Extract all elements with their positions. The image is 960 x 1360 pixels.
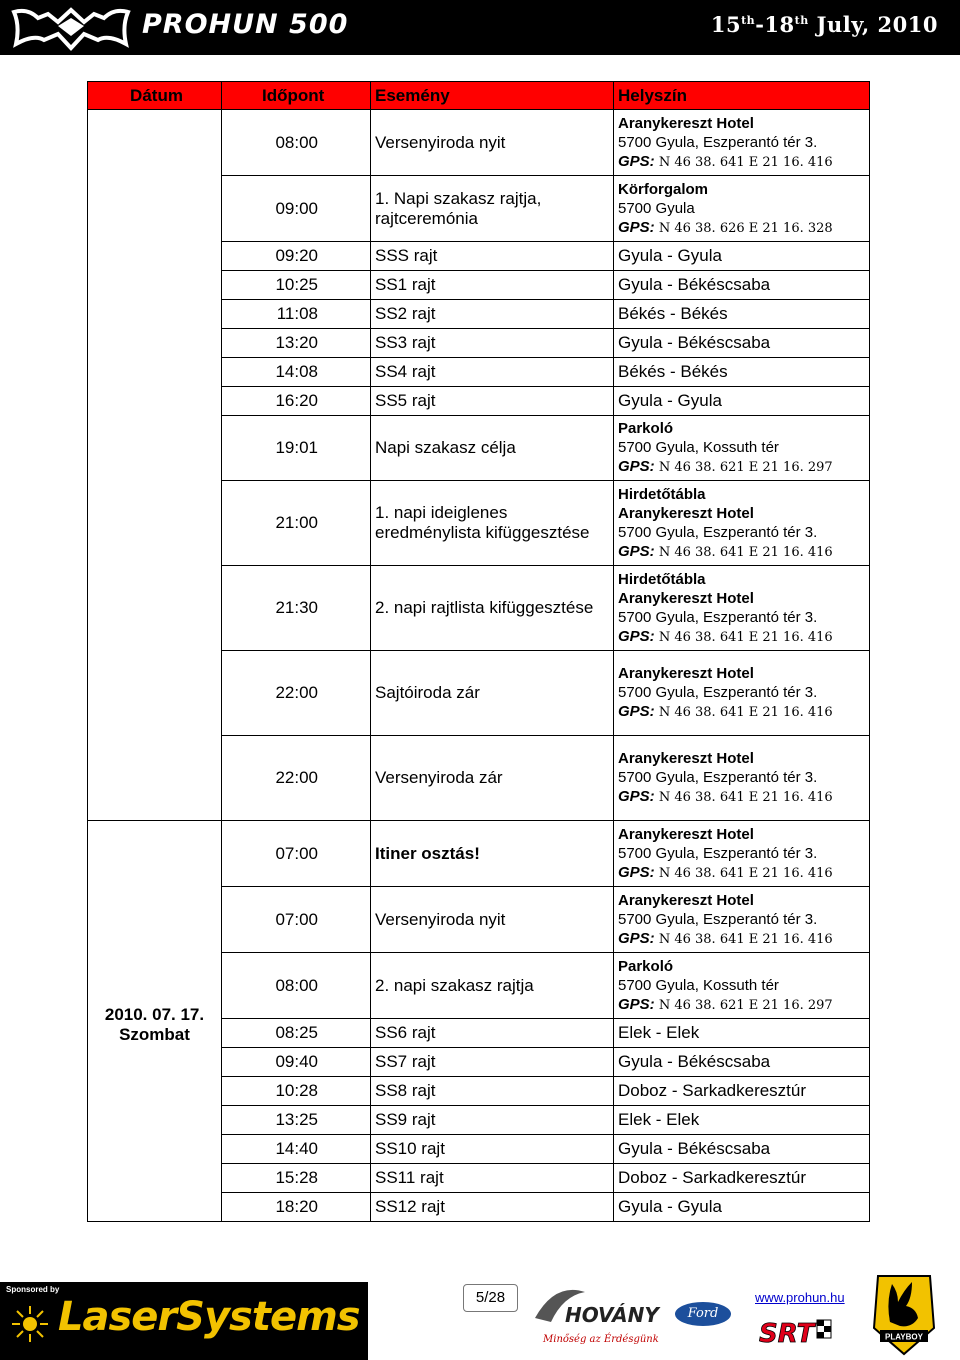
place-cell: Békés - Békés (614, 358, 870, 387)
header-date: 15th-18th July, 2010 (710, 12, 938, 37)
place-cell (614, 566, 870, 651)
gps-value: N 46 38. 641 E 21 16. 416 (658, 629, 833, 645)
gps-label: GPS: (618, 458, 655, 475)
gps-coordinates (618, 457, 869, 477)
gps-coordinates (618, 995, 869, 1015)
place-cell: Gyula - Gyula (614, 387, 870, 416)
event-cell: 1. Napi szakasz rajtja, rajtceremónia (371, 176, 614, 242)
time-cell: 21:00 (222, 481, 371, 566)
gps-coordinates (618, 929, 869, 949)
table-header-row (88, 82, 870, 110)
gps-label: GPS: (618, 863, 655, 881)
time-cell: 08:25 (222, 1019, 371, 1048)
event-cell: 2. napi szakasz rajtja (371, 953, 614, 1019)
playboy-logo-text: PLAYBOY (885, 1332, 923, 1342)
gps-label: GPS: (618, 542, 655, 560)
event-cell: SS10 rajt (371, 1135, 614, 1164)
sun-icon (10, 1304, 50, 1344)
gps-value: N 46 38. 641 E 21 16. 416 (658, 931, 833, 947)
event-cell: Versenyiroda zár (371, 736, 614, 821)
time-cell: 09:20 (222, 242, 371, 271)
place-address: 5700 Gyula, Eszperantó tér 3. (618, 844, 818, 862)
time-cell: 08:00 (222, 110, 371, 176)
gps-label: GPS: (618, 788, 655, 805)
place-cell: Gyula - Békéscsaba (614, 271, 870, 300)
gps-coordinates (618, 218, 869, 238)
date-cell (88, 110, 222, 821)
playboy-bunny-logo (868, 1272, 940, 1356)
place-name: Parkoló (618, 420, 674, 437)
time-cell: 13:25 (222, 1106, 371, 1135)
gps-coordinates (618, 702, 869, 722)
prohun-bat-logo-icon (8, 4, 134, 52)
time-cell: 21:30 (222, 566, 371, 651)
place-cell (614, 176, 870, 242)
hovany-slogan-text: Minőség az Érdésgünk (543, 1334, 659, 1345)
schedule-body (88, 110, 870, 1222)
gps-label: GPS: (618, 929, 655, 947)
place-cell: Békés - Békés (614, 300, 870, 329)
event-cell: SS7 rajt (371, 1048, 614, 1077)
place-cell: Gyula - Békéscsaba (614, 329, 870, 358)
place-cell: Doboz - Sarkadkeresztúr (614, 1077, 870, 1106)
place-name: Aranykereszt Hotel (618, 750, 754, 767)
event-cell: 2. napi rajtlista kifüggesztése (371, 566, 614, 651)
place-name: Körforgalom (618, 180, 708, 198)
time-cell: 14:40 (222, 1135, 371, 1164)
event-cell: SS6 rajt (371, 1019, 614, 1048)
time-cell: 09:40 (222, 1048, 371, 1077)
place-address: 5700 Gyula, Eszperantó tér 3. (618, 133, 818, 151)
event-cell: SS1 rajt (371, 271, 614, 300)
page-number: 5/28 (463, 1284, 518, 1312)
place-cell: Gyula - Békéscsaba (614, 1048, 870, 1077)
place-address: 5700 Gyula, Kossuth tér (618, 439, 779, 456)
place-name: Aranykereszt Hotel (618, 114, 754, 132)
event-cell: SSS rajt (371, 242, 614, 271)
time-cell: 10:25 (222, 271, 371, 300)
page-header (0, 0, 960, 55)
place-name: Hirdetőtábla (618, 485, 706, 503)
hovany-logo-text: HOVÁNY (565, 1303, 659, 1327)
gps-coordinates (618, 787, 869, 807)
date-cell (88, 821, 222, 1222)
time-cell: 08:00 (222, 953, 371, 1019)
place-name: Aranykereszt Hotel (618, 589, 754, 607)
sponsor-banner (0, 1282, 368, 1360)
srt-logo (757, 1314, 833, 1350)
column-header: Helyszín (614, 82, 870, 110)
place-cell (614, 953, 870, 1019)
place-address: 5700 Gyula, Eszperantó tér 3. (618, 684, 818, 701)
place-name: Aranykereszt Hotel (618, 825, 754, 843)
place-cell (614, 110, 870, 176)
event-cell: Versenyiroda nyit (371, 110, 614, 176)
column-header: Esemény (371, 82, 614, 110)
place-cell (614, 416, 870, 481)
time-cell: 09:00 (222, 176, 371, 242)
event-cell: Sajtóiroda zár (371, 651, 614, 736)
place-cell: Elek - Elek (614, 1106, 870, 1135)
place-cell: Gyula - Gyula (614, 242, 870, 271)
time-cell: 19:01 (222, 416, 371, 481)
table-row (88, 821, 870, 887)
place-cell (614, 821, 870, 887)
table-row (88, 110, 870, 176)
schedule-table (87, 81, 870, 1222)
event-cell: SS3 rajt (371, 329, 614, 358)
event-cell: SS9 rajt (371, 1106, 614, 1135)
place-cell: Doboz - Sarkadkeresztúr (614, 1164, 870, 1193)
gps-value: N 46 38. 626 E 21 16. 328 (658, 220, 833, 236)
place-cell (614, 887, 870, 953)
column-header: Dátum (88, 82, 222, 110)
place-address: 5700 Gyula, Eszperantó tér 3. (618, 523, 818, 541)
time-cell: 14:08 (222, 358, 371, 387)
time-cell: 13:20 (222, 329, 371, 358)
place-cell (614, 651, 870, 736)
time-cell: 11:08 (222, 300, 371, 329)
place-address: 5700 Gyula, Eszperantó tér 3. (618, 910, 818, 928)
time-cell: 15:28 (222, 1164, 371, 1193)
gps-label: GPS: (618, 152, 655, 170)
ford-logo: Ford (675, 1302, 731, 1326)
place-name: Aranykereszt Hotel (618, 891, 754, 909)
place-name: Aranykereszt Hotel (618, 665, 754, 682)
gps-coordinates (618, 152, 869, 172)
time-cell: 10:28 (222, 1077, 371, 1106)
time-cell: 18:20 (222, 1193, 371, 1222)
event-cell: SS4 rajt (371, 358, 614, 387)
gps-label: GPS: (618, 703, 655, 720)
page-footer (0, 1272, 960, 1360)
time-cell: 22:00 (222, 651, 371, 736)
srt-logo-text: SRT (759, 1319, 815, 1349)
time-cell: 16:20 (222, 387, 371, 416)
gps-value: N 46 38. 621 E 21 16. 297 (658, 997, 833, 1013)
gps-label: GPS: (618, 995, 655, 1013)
place-cell (614, 736, 870, 821)
place-cell: Elek - Elek (614, 1019, 870, 1048)
place-name: Parkoló (618, 957, 674, 975)
gps-value: N 46 38. 641 E 21 16. 416 (658, 705, 833, 720)
time-cell: 07:00 (222, 887, 371, 953)
event-cell: Itiner osztás! (371, 821, 614, 887)
place-cell (614, 481, 870, 566)
hovany-logo (525, 1278, 665, 1350)
place-name: Hirdetőtábla (618, 570, 706, 588)
place-address: 5700 Gyula, Eszperantó tér 3. (618, 608, 818, 626)
website-link[interactable]: www.prohun.hu (755, 1290, 845, 1305)
gps-value: N 46 38. 641 E 21 16. 416 (658, 865, 833, 881)
place-address: 5700 Gyula (618, 199, 695, 217)
gps-value: N 46 38. 641 E 21 16. 416 (658, 790, 833, 805)
event-cell: 1. napi ideiglenes eredménylista kifüggesztése (371, 481, 614, 566)
gps-value: N 46 38. 641 E 21 16. 416 (658, 544, 833, 560)
column-header: Időpont (222, 82, 371, 110)
gps-coordinates (618, 627, 869, 647)
place-cell: Gyula - Gyula (614, 1193, 870, 1222)
event-cell: Napi szakasz célja (371, 416, 614, 481)
place-address: 5700 Gyula, Kossuth tér (618, 976, 779, 994)
gps-coordinates (618, 863, 869, 883)
event-cell: SS8 rajt (371, 1077, 614, 1106)
place-cell: Gyula - Békéscsaba (614, 1135, 870, 1164)
day-name: Szombat (119, 1025, 190, 1044)
gps-value: N 46 38. 621 E 21 16. 297 (658, 460, 833, 475)
place-name: Aranykereszt Hotel (618, 504, 754, 522)
header-title: PROHUN 500 (142, 9, 349, 40)
event-cell: SS12 rajt (371, 1193, 614, 1222)
time-cell: 07:00 (222, 821, 371, 887)
date-value: 2010. 07. 17. (104, 1005, 205, 1025)
time-cell: 22:00 (222, 736, 371, 821)
lasersystems-logo: LaserSystems (58, 1294, 360, 1340)
event-cell: SS11 rajt (371, 1164, 614, 1193)
event-cell: SS2 rajt (371, 300, 614, 329)
gps-label: GPS: (618, 218, 655, 236)
sponsored-by-label: Sponsored by (6, 1285, 60, 1294)
gps-label: GPS: (618, 627, 655, 645)
gps-value: N 46 38. 641 E 21 16. 416 (658, 154, 833, 170)
place-address: 5700 Gyula, Eszperantó tér 3. (618, 769, 818, 786)
event-cell: Versenyiroda nyit (371, 887, 614, 953)
gps-coordinates (618, 542, 869, 562)
event-cell: SS5 rajt (371, 387, 614, 416)
